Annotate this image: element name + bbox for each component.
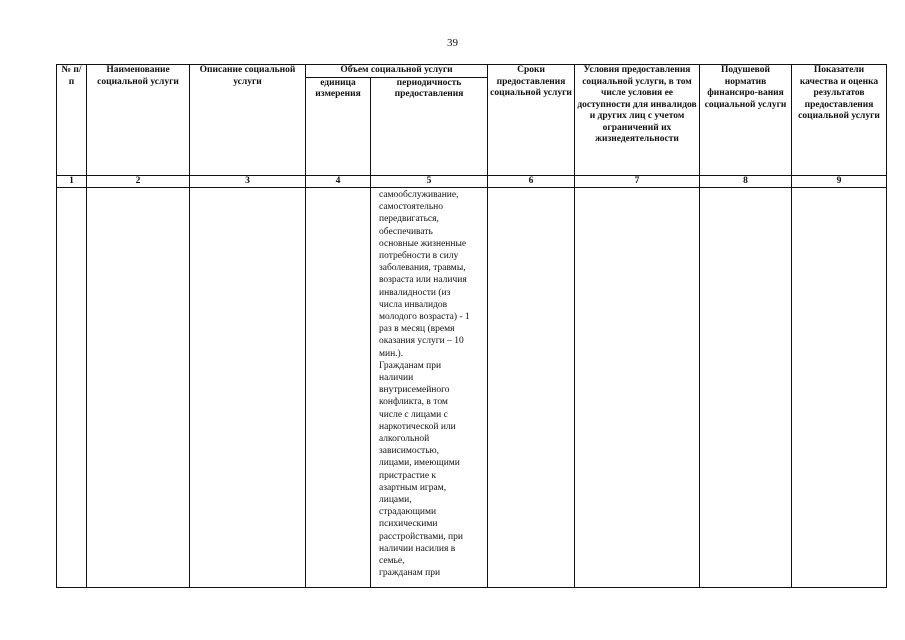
column-number: 3 bbox=[190, 175, 306, 188]
column-number: 6 bbox=[488, 175, 575, 188]
cell-service-name bbox=[87, 188, 190, 588]
header-quality-indicators: Показатели качества и оценка результатов предоставления социальной услуги bbox=[792, 65, 887, 176]
cell-service-description bbox=[190, 188, 306, 588]
periodicity-line: основные жизненные bbox=[379, 238, 467, 249]
header-financing-norm: Подушевой норматив финансиро-вания социальной услуги bbox=[700, 65, 792, 176]
periodicity-line: молодого возраста) - 1 bbox=[379, 312, 470, 323]
periodicity-line: самообслуживание, bbox=[379, 190, 459, 200]
periodicity-line: гражданам при bbox=[379, 568, 441, 579]
periodicity-line: передвигаться, bbox=[379, 214, 439, 225]
column-number: 5 bbox=[371, 175, 488, 188]
periodicity-line: расстройствами, при bbox=[379, 531, 463, 542]
periodicity-line: потребности в силу bbox=[379, 251, 459, 262]
periodicity-line: самостоятельно bbox=[379, 202, 444, 213]
periodicity-line: раз в месяц (время bbox=[379, 324, 455, 335]
periodicity-line: обеспечивать bbox=[379, 226, 433, 237]
cell-service-conditions bbox=[575, 188, 700, 588]
cell-unit-of-measure bbox=[306, 188, 371, 588]
header-service-name: Наименование социальной услуги bbox=[87, 65, 190, 176]
periodicity-line: заболевания, травмы, bbox=[379, 263, 466, 274]
periodicity-line: семье, bbox=[379, 556, 405, 567]
periodicity-line: наличии насилия в bbox=[379, 543, 456, 554]
column-number: 7 bbox=[575, 175, 700, 188]
periodicity-line: числа инвалидов bbox=[379, 299, 448, 310]
cell-periodicity bbox=[371, 188, 488, 588]
periodicity-text bbox=[373, 188, 485, 580]
cell-number bbox=[57, 188, 87, 588]
cell-financing-norm bbox=[700, 188, 792, 588]
header-service-terms: Сроки предоставления социальной услуги bbox=[488, 65, 575, 176]
column-number: 8 bbox=[700, 175, 792, 188]
header-unit-of-measure: единица измерения bbox=[306, 77, 371, 175]
periodicity-line: страдающими bbox=[379, 507, 437, 518]
periodicity-line: мин.). bbox=[379, 348, 404, 359]
table-row bbox=[57, 188, 887, 588]
periodicity-line: лицами, имеющими bbox=[379, 458, 460, 469]
periodicity-line: зависимостью, bbox=[379, 446, 440, 457]
cell-service-terms bbox=[488, 188, 575, 588]
periodicity-line: инвалидности (из bbox=[379, 287, 451, 298]
periodicity-line: возраста или наличия bbox=[379, 275, 467, 286]
header-service-conditions: Условия предоставления социальной услуги, в том числе условия ее доступности для инвалидов и других лиц с учетом ограничений их жизнедеятельности bbox=[575, 65, 700, 176]
social-services-table bbox=[56, 64, 887, 588]
periodicity-line: конфликта, в том bbox=[379, 397, 448, 408]
periodicity-line: алкогольной bbox=[379, 434, 430, 445]
column-number: 4 bbox=[306, 175, 371, 188]
column-number: 1 bbox=[57, 175, 87, 188]
periodicity-line: лицами, bbox=[379, 495, 412, 506]
periodicity-line: пристрастие к bbox=[379, 470, 437, 481]
cell-quality-indicators bbox=[792, 188, 887, 588]
column-numbers-row bbox=[57, 175, 887, 188]
column-number: 2 bbox=[87, 175, 190, 188]
periodicity-line: наркотической или bbox=[379, 421, 456, 432]
periodicity-line: Гражданам при bbox=[379, 360, 442, 371]
column-number: 9 bbox=[792, 175, 887, 188]
periodicity-line: азартным играм, bbox=[379, 482, 447, 493]
header-service-description: Описание социальной услуги bbox=[190, 65, 306, 176]
header-number: № п/п bbox=[57, 65, 87, 176]
header-periodicity: периодичность предоставления bbox=[371, 77, 488, 175]
periodicity-line: числе с лицами с bbox=[379, 409, 448, 420]
periodicity-line: внутрисемейного bbox=[379, 385, 450, 396]
periodicity-line: психическими bbox=[379, 519, 438, 530]
page-number: 39 bbox=[447, 37, 458, 49]
header-service-volume: Объем социальной услуги bbox=[306, 65, 488, 78]
periodicity-line: наличии bbox=[379, 373, 414, 384]
periodicity-line: оказания услуги – 10 bbox=[379, 336, 464, 347]
